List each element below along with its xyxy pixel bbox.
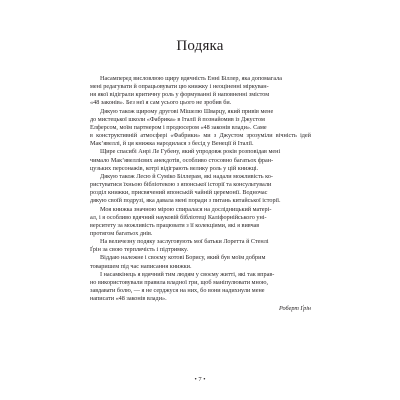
acknowledgements-body	[90, 75, 311, 314]
paragraph: На величезну подяку заслуговують мої батьки Лоретта й Стенлі Ґрін за свою терплячість і підтримку.	[90, 238, 269, 254]
paragraph: Дякую також Лесю й Суміко Біллерам, які надали можливість ко- ристуватися їхньою бібліотекою з японської історії та консультували розділ книжки, присвячений японській чайній церемонії. Водночас дякую своїй подрузі, яка давала мені поради з питань китайської історії.	[90, 172, 281, 205]
paragraph: Моя книжка значною мірою спиралася на дослідницький матері- ал, і я особливо вдячний науковій бібліотеці Каліфорнійського уні- верситету за можливість працювати з її колекціями, які я вивчав протягом багатьох днів.	[90, 205, 272, 237]
paragraph: Дякую також щирому другові Мішелю Шварцу, який привів мене до мистецької школи «Фабрика» в Італії й познайомив із Джустом Елферсом, моїм партнером і продюсером «48 законів влади». Саме в конструктивній атмосфері «Фабрики» ми з Джустом зрозуміли вічність ідей Мак’явеллі, й ця книжка народилася з бесід у Венеції й Італії.	[90, 107, 311, 148]
paragraph: Щире спасибі Анрі Ле Губену, який упродовж років розповідав мені чимало Мак’явеллієвих анекдотів, особливо стосовно багатьох фран- цузьких персонажів, котрі відіграють велику роль у цій книжці.	[90, 148, 281, 172]
page-title: Подяка	[176, 38, 224, 54]
paragraph: Насамперед висловлюю щиру вдячність Енні Біллер, яка допомагала мені редагувати й опрацьовувати цю книжку і неоціненні міркуван- ня якої відіграли критичну роль у формуванні й наповненні змістом «48 законів». Без неї я сам усього цього не зробив би.	[90, 75, 282, 107]
paragraph: Віддаю належне і своєму котові Борису, який був моїм добрим товаришем під час написання книжки.	[90, 254, 266, 270]
page-number: • 7 •	[194, 376, 206, 383]
author-signature: Роберт Ґрін	[278, 305, 311, 313]
paragraph: І насамкінець я вдячний тим людям у своєму житті, які так вправ- но використовували правила владної гри, щоб маніпулювати мною, завдавати болю, — я не серджуся на них, бо вони надихнули мене написати «48 законів влади».	[90, 270, 275, 303]
